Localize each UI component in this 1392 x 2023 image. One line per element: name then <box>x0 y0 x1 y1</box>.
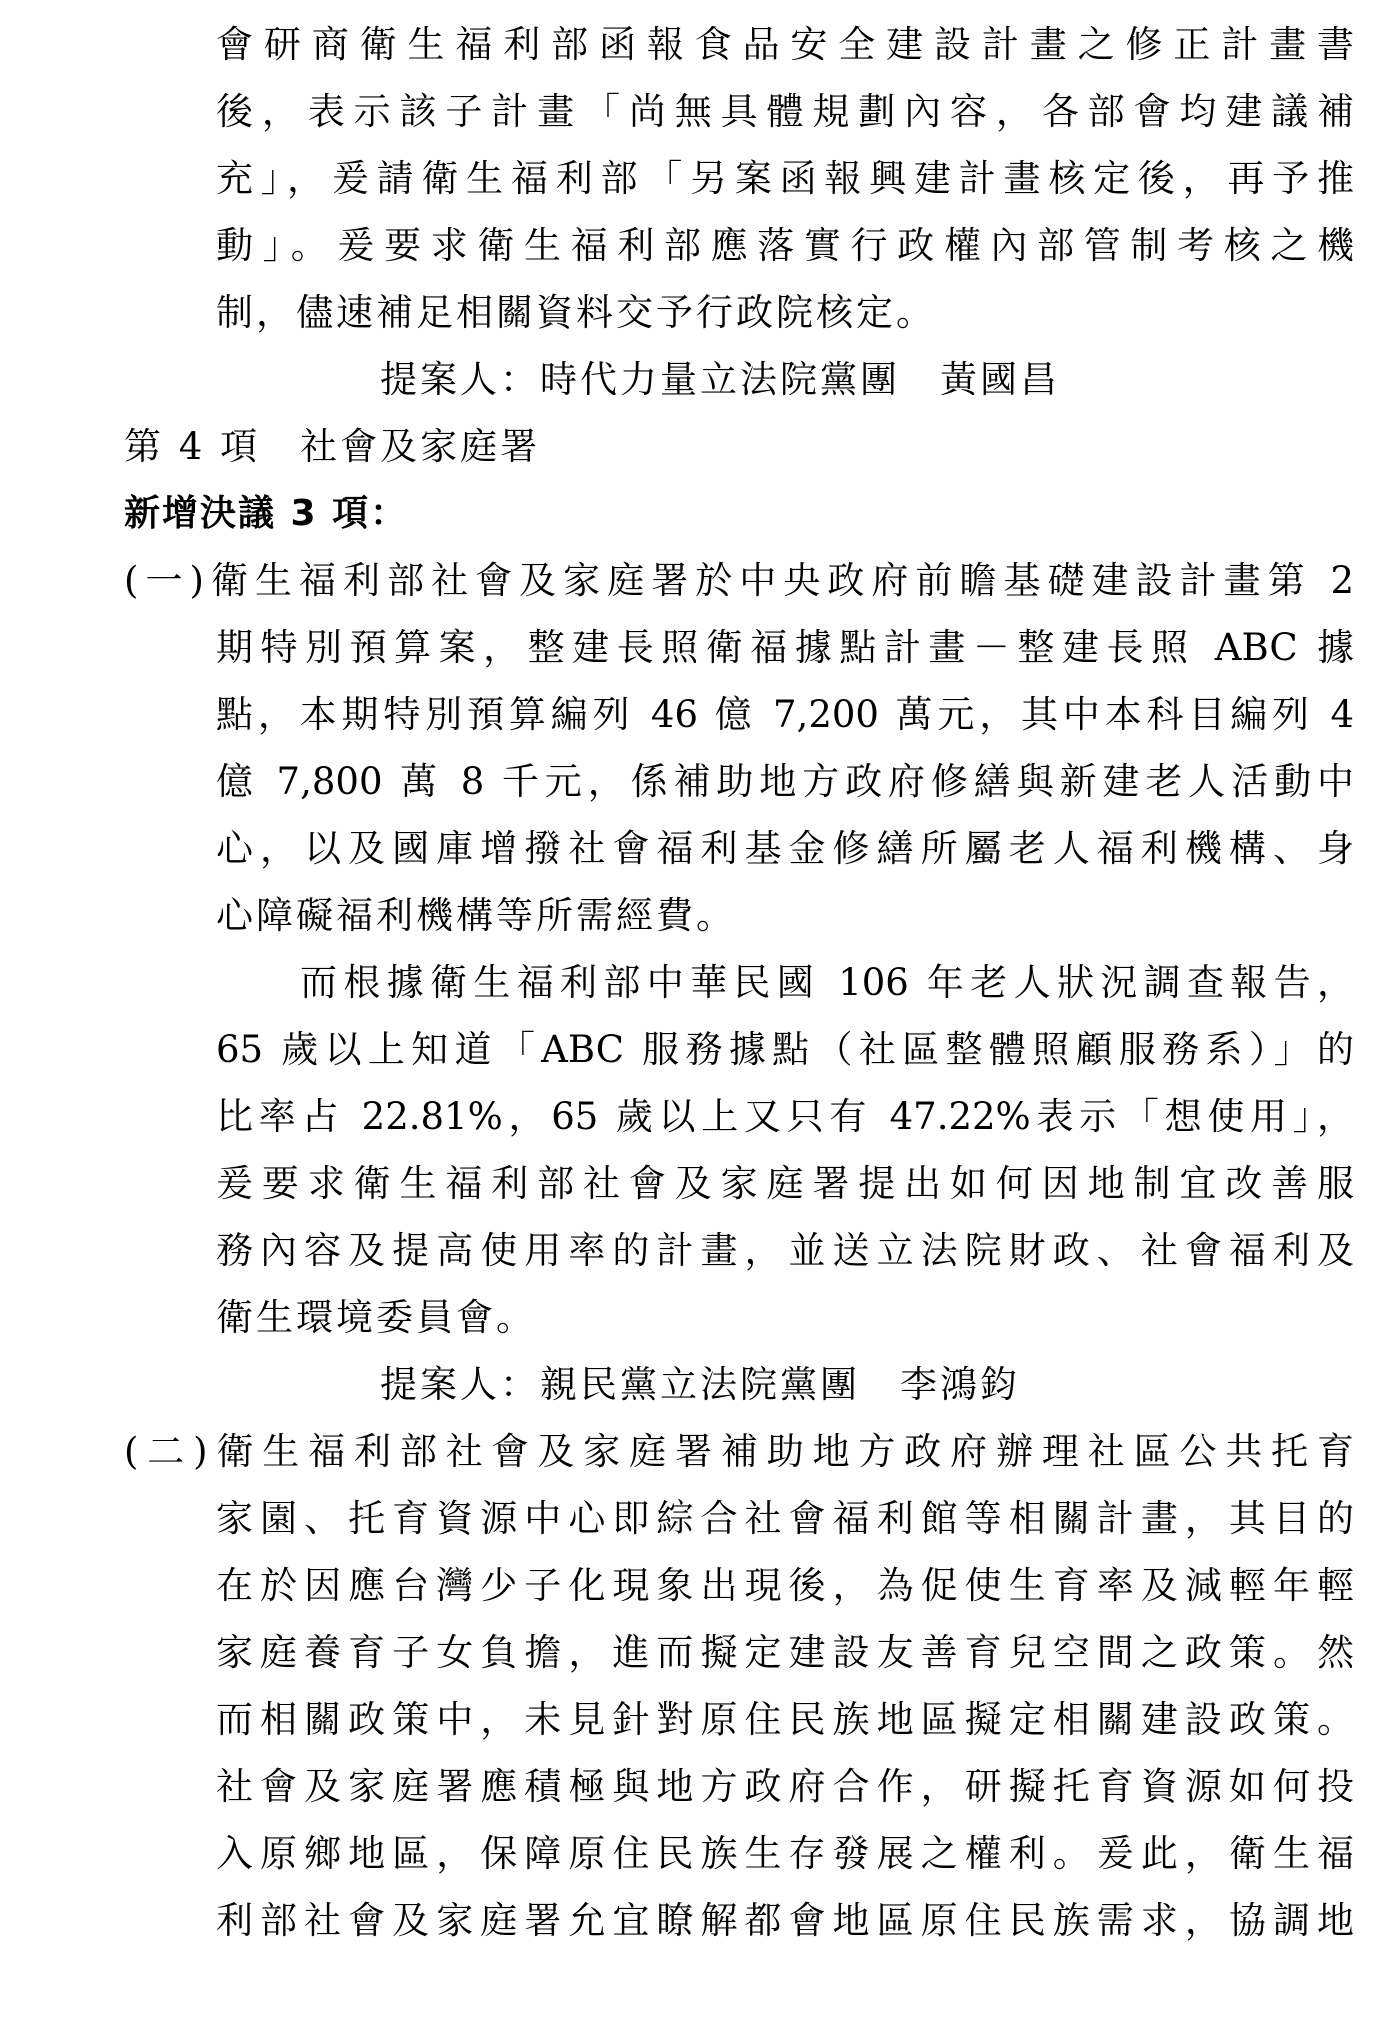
text-line: 在於因應台灣少子化現象出現後，為促使生育率及減輕年輕 <box>216 1564 1354 1607</box>
section-heading: 第 4 項 社會及家庭署 <box>124 425 541 468</box>
text-line: 利部社會及家庭署允宜瞭解都會地區原住民族需求，協調地 <box>216 1899 1354 1942</box>
text-line: 爰要求衛生福利部社會及家庭署提出如何因地制宜改善服 <box>216 1162 1354 1205</box>
text-line: 制，儘速補足相關資料交予行政院核定。 <box>216 291 936 334</box>
text-line: 入原鄉地區，保障原住民族生存發展之權利。爰此，衛生福 <box>216 1832 1354 1875</box>
item-first-line: (二)衛生福利部社會及家庭署補助地方政府辦理社區公共托育 <box>124 1430 1354 1473</box>
text-line: 後，表示該子計畫「尚無具體規劃內容，各部會均建議補 <box>216 90 1354 133</box>
text-line: 家庭養育子女負擔，進而擬定建設友善育兒空間之政策。然 <box>216 1631 1354 1674</box>
text-line: 期特別預算案，整建長照衛福據點計畫－整建長照 ABC 據 <box>216 626 1354 669</box>
text-line: 充」，爰請衛生福利部「另案函報興建計畫核定後，再予推 <box>216 157 1354 200</box>
text-line: 社會及家庭署應積極與地方政府合作，研擬托育資源如何投 <box>216 1765 1354 1808</box>
text-line: 億 7,800 萬 8 千元，係補助地方政府修繕與新建老人活動中 <box>216 760 1354 803</box>
item-first-line: (一)衛生福利部社會及家庭署於中央政府前瞻基礎建設計畫第 2 <box>124 559 1354 602</box>
text-line: 65 歲以上知道「ABC 服務據點（社區整體照顧服務系）」的 <box>216 1028 1354 1071</box>
text-line: 衛生環境委員會。 <box>216 1296 536 1339</box>
text-line: 而根據衛生福利部中華民國 106 年老人狀況調查報告， <box>300 961 1354 1004</box>
text-line: 家園、托育資源中心即綜合社會福利館等相關計畫，其目的 <box>216 1497 1354 1540</box>
new-resolutions-heading: 新增決議 3 項： <box>124 493 409 534</box>
text-line: 比率占 22.81%，65 歲以上又只有 47.22%表示「想使用」， <box>216 1095 1354 1138</box>
proposer-line: 提案人：時代力量立法院黨團 黃國昌 <box>380 358 1060 401</box>
text-line: 動」。爰要求衛生福利部應落實行政權內部管制考核之機 <box>216 224 1354 267</box>
text-line: 而相關政策中，未見針對原住民族地區擬定相關建設政策。 <box>216 1698 1354 1741</box>
text-line: 會研商衛生福利部函報食品安全建設計畫之修正計畫書 <box>216 23 1354 66</box>
text-line: 點，本期特別預算編列 46 億 7,200 萬元，其中本科目編列 4 <box>216 693 1354 736</box>
text-line: 務內容及提高使用率的計畫，並送立法院財政、社會福利及 <box>216 1229 1354 1272</box>
text-line: 心，以及國庫增撥社會福利基金修繕所屬老人福利機構、身 <box>216 827 1354 870</box>
proposer-line: 提案人：親民黨立法院黨團 李鴻鈞 <box>380 1363 1020 1406</box>
text-line: 心障礙福利機構等所需經費。 <box>216 894 736 937</box>
